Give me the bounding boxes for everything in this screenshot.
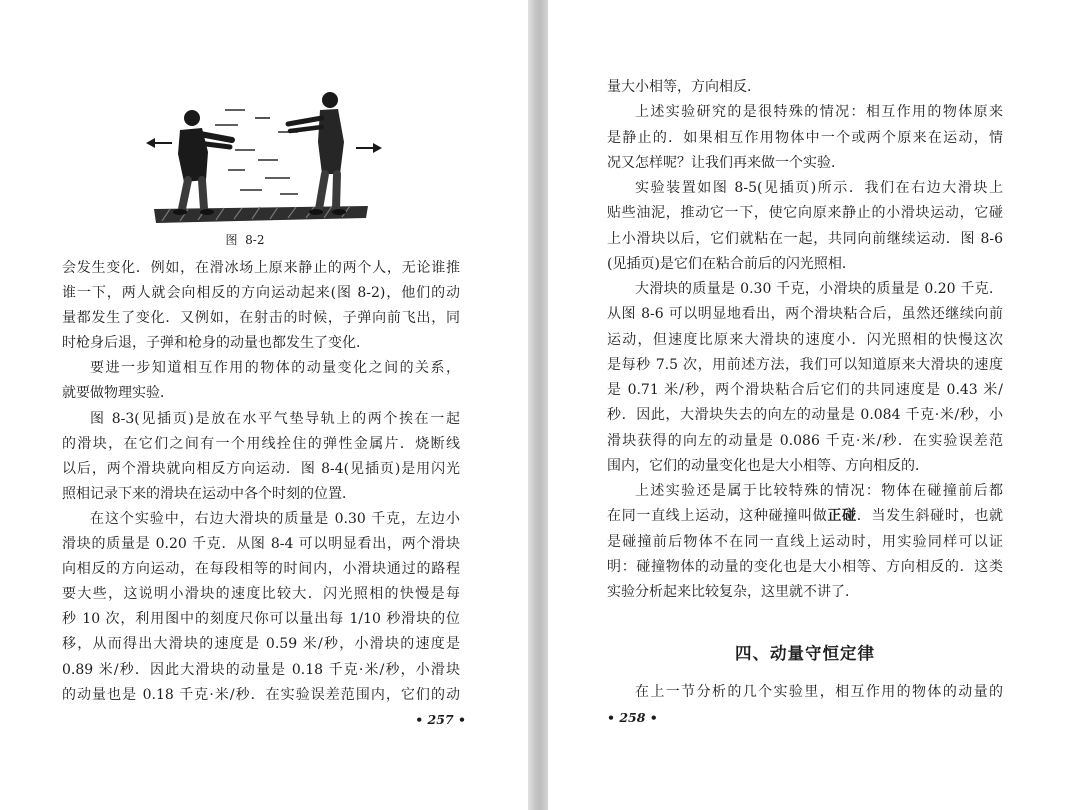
text-line: 的滑块，在它们之间有一个用线拴住的弹性金属片．烧断线 — [62, 435, 460, 452]
motion-arrow-right-icon — [356, 143, 382, 153]
left-page — [0, 0, 528, 810]
text-line: 要大些，这说明小滑块的速度比较大．闪光照相的快慢是每 — [62, 586, 460, 603]
text-line: 会发生变化．例如，在滑冰场上原来静止的两个人，无论谁推 — [62, 260, 460, 276]
text-line: 滑块的质量是 0.20 千克．从图 8-4 可以明显看出，两个滑块 — [62, 536, 460, 553]
text-line: 贴些油泥，推动它一下，使它向原来静止的小滑块运动，它碰 — [607, 205, 1003, 222]
left-body-text — [62, 256, 460, 708]
text-line: 是静止的．如果相互作用物体中一个或两个原来在运动，情 — [607, 129, 1003, 146]
text-line: 谁一下，两人就会向相反的方向运动起来(图 8-2)，他们的动 — [62, 285, 460, 302]
text-line: 时枪身后退，子弹和枪身的动量也都发生了变化． — [62, 335, 370, 352]
text-line: 围内，它们的动量变化也是大小相等、方向相反的． — [607, 457, 929, 474]
right-body-text — [607, 75, 1003, 605]
page-number: • 258 • — [607, 710, 658, 725]
speed-lines — [215, 110, 298, 194]
text-line: 上述实验研究的是很特殊的情况：相互作用的物体原来 — [635, 104, 1003, 121]
page-number: • 257 • — [415, 712, 466, 727]
section-heading: 四、动量守恒定律 — [735, 644, 875, 663]
text-line: 秒．因此，大滑块失去的向左的动量是 0.084 千克·米/秒，小 — [607, 407, 1003, 424]
text-line: 在这个实验中，右边大滑块的质量是 0.30 千克，左边小 — [90, 510, 460, 527]
text-line: 就要做物理实验． — [62, 385, 174, 402]
text-line: 况又怎样呢？让我们再来做一个实验． — [607, 154, 845, 171]
text-line — [607, 504, 1003, 529]
text-line: 秒 10 次，利用图中的刻度尺你可以量出每 1/10 秒滑块的位 — [62, 611, 460, 628]
book-gutter — [528, 0, 548, 810]
text-line: 是 0.71 米/秒，两个滑块粘合后它们的共同速度是 0.43 米/ — [607, 382, 1003, 398]
text-line: 以后，两个滑块就向相反方向运动．图 8-4(见插页)是用闪光 — [62, 460, 460, 477]
figure-8-2-illustration — [140, 82, 390, 230]
text-line: 运动，但速度比原来大滑块的速度小．闪光照相的快慢这次 — [607, 331, 1003, 348]
text-line: 照相记录下来的滑块在运动中各个时刻的位置． — [62, 485, 356, 502]
text-line: 移，从而得出大滑块的速度是 0.59 米/秒，小滑块的速度是 — [62, 636, 460, 653]
text-line: 上述实验还是属于比较特殊的情况：物体在碰撞前后都 — [635, 483, 1003, 499]
right-page — [548, 0, 1080, 810]
text-line: 量都发生了变化．又例如，在射击的时候，子弹向前飞出，同 — [62, 310, 460, 327]
text-line: 明：碰撞物体的动量的变化也是大小相等、方向相反的．这类 — [607, 558, 1003, 575]
text-line: 滑块获得的向左的动量是 0.086 千克·米/秒．在实验误差范 — [607, 432, 1003, 449]
figure-caption: 图 8-2 — [225, 233, 265, 247]
text-line: (见插页)是它们在粘合前后的闪光照相． — [607, 255, 856, 272]
text-line: 在上一节分析的几个实验里，相互作用的物体的动量的 — [635, 684, 1003, 700]
text-line: 向相反的方向运动，在每段相等的时间内，小滑块通过的路程 — [62, 561, 460, 578]
text-line: 量大小相等，方向相反． — [607, 79, 761, 95]
text-line: 是碰撞前后物体不在同一直线上运动时，用实验同样可以证 — [607, 533, 1003, 550]
text-segment: 在同一直线上运动，这种碰撞叫做 — [607, 508, 828, 525]
text-line: 大滑块的质量是 0.30 千克，小滑块的质量是 0.20 千克． — [635, 281, 1003, 297]
text-line: 实验装置如图 8-5(见插页)所示．我们在右边大滑块上 — [635, 180, 1003, 196]
text-line: 从图 8-6 可以明显地看出，两个滑块粘合后，虽然还继续向前 — [607, 306, 1003, 323]
text-line: 的动量也是 0.18 千克·米/秒．在实验误差范围内，它们的动 — [62, 686, 460, 703]
text-line: 上小滑块以后，它们就粘在一起，共同向前继续运动．图 8-6 — [607, 230, 1003, 247]
skater-right — [288, 92, 346, 215]
defined-term: 正碰 — [827, 508, 857, 525]
text-line: 实验分析起来比较复杂，这里就不讲了． — [607, 584, 859, 600]
text-line: 0.89 米/秒．因此大滑块的动量是 0.18 千克·米/秒，小滑块 — [62, 661, 460, 678]
text-segment: ．当发生斜碰时，也就 — [856, 508, 1004, 525]
text-line: 是每秒 7.5 次，用前述方法，我们可以知道原来大滑块的速度 — [607, 356, 1003, 373]
text-line: 图 8-3(见插页)是放在水平气垫导轨上的两个挨在一起 — [90, 410, 460, 427]
text-line: 要进一步知道相互作用的物体的动量变化之间的关系， — [90, 360, 460, 377]
motion-arrow-left-icon — [146, 138, 172, 148]
